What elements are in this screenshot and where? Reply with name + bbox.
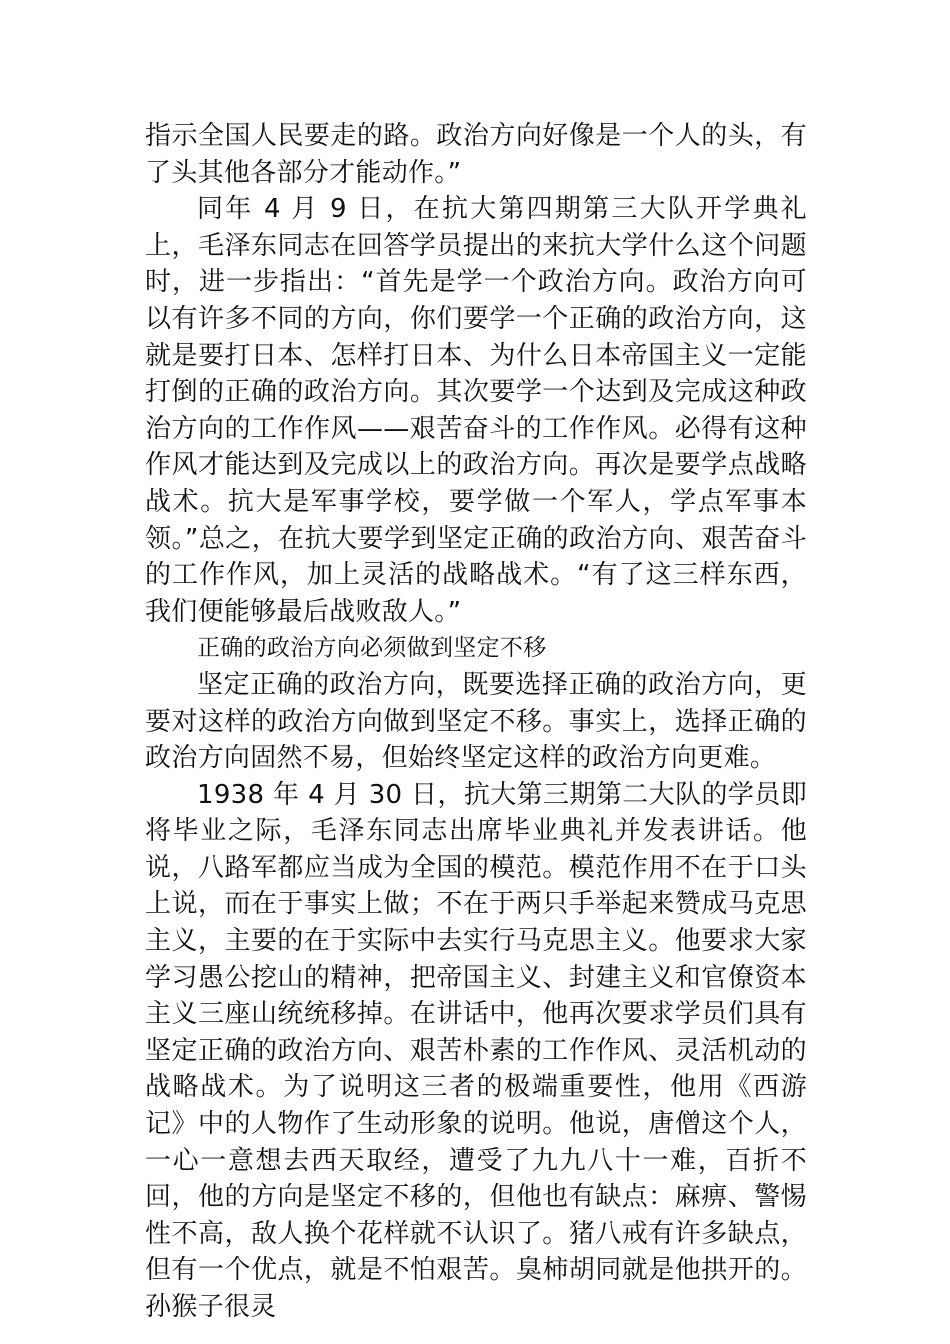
- section-heading: 正确的政治方向必须做到坚定不移: [197, 635, 547, 662]
- document-body: [145, 118, 807, 1326]
- paragraph-continuation: 指示全国人民要走的路。政治方向好像是一个人的头，有了头其他各部分才能动作。”: [145, 121, 807, 188]
- paragraph-april-9-speech: 同年 4 月 9 日，在抗大第四期第三大队开学典礼上，毛泽东同志在回答学员提出的来抗大学什么这个问题时，进一步指出：“首先是学一个政治方向。政治方向可以有许多不同的方向，你们要学一个正确的政治方向，这就是要打日本、怎样打日本、为什么日本帝国主义一定能打倒的正确的政治方向。其次要学一个达到及完成这种政治方向的工作作风——艰苦奋斗的工作作风。必得有这种作风才能达到及完成以上的政治方向。再次是要学点战略战术。抗大是军事学校，要学做一个军人，学点军事本领。”总之，在抗大要学到坚定正确的政治方向、艰苦奋斗的工作作风，加上灵活的战略战术。“有了这三样东西，我们便能够最后战败敌人。”: [145, 194, 807, 627]
- paragraph-1938-graduation: 1938 年 4 月 30 日，抗大第三期第二大队的学员即将毕业之际，毛泽东同志出席毕业典礼并发表讲话。他说，八路军都应当成为全国的模范。模范作用不在于口头上说，而在于事实上做；不在于两只手举起来赞成马克思主义，主要的在于实际中去实行马克思主义。他要求大家学习愚公挖山的精神，把帝国主义、封建主义和官僚资本主义三座山统统移掉。在讲话中，他再次要求学员们具有坚定正确的政治方向、艰苦朴素的工作作风、灵活机动的战略战术。为了说明这三者的极端重要性，他用《西游记》中的人物作了生动形象的说明。他说，唐僧这个人，一心一意想去西天取经，遭受了九九八十一难，百折不回，他的方向是坚定不移的，但他也有缺点：麻痹、警惕性不高，敌人换个花样就不认识了。猪八戒有许多缺点，但有一个优点，就是不怕艰苦。臭柿胡同就是他拱开的。孙猴子很灵: [145, 779, 807, 1322]
- paragraph-firm-direction: 坚定正确的政治方向，既要选择正确的政治方向，更要对这样的政治方向做到坚定不移。事实上，选择正确的政治方向固然不易，但始终坚定这样的政治方向更难。: [145, 669, 807, 774]
